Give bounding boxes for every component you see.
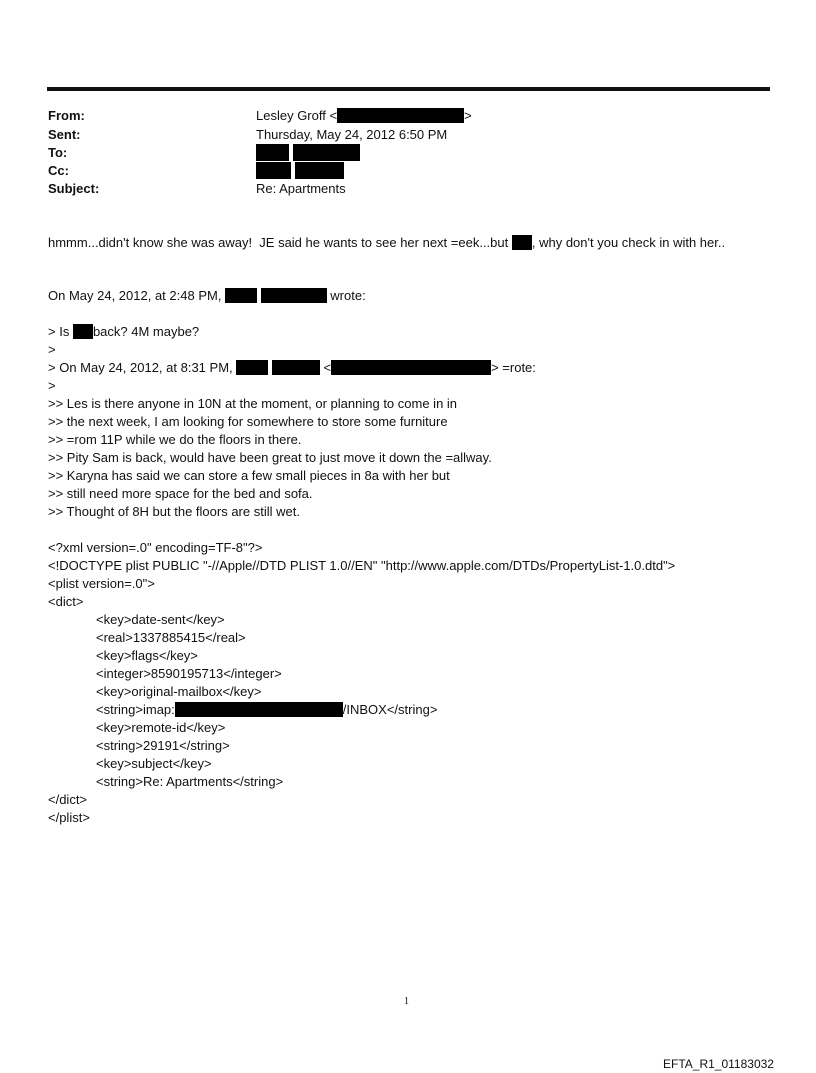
quote-line: >> =rom 11P while we do the floors in there. [48,432,302,447]
plist-line: <integer>8590195713</integer> [96,666,282,681]
redaction [295,162,344,179]
subject-label: Subject: [48,181,100,196]
plist-line: <key>remote-id</key> [96,720,226,735]
from-value [256,108,472,123]
redaction [261,288,327,303]
sent-label: Sent: [48,127,81,142]
cc-label: Cc: [48,163,69,178]
redaction [337,108,464,123]
quote-line: >> still need more space for the bed and sofa. [48,486,313,501]
plist-line: <key>flags</key> [96,648,198,663]
quote-line: > [48,342,56,357]
plist-line: <!DOCTYPE plist PUBLIC "-//Apple//DTD PLIST 1.0//EN" "http://www.apple.com/DTDs/PropertyList-1.0.dtd"> [48,558,676,573]
plist-line: <string>Re: Apartments</string> [96,774,284,789]
wrote-line [48,288,366,303]
bates-number: EFTA_R1_01183032 [663,1057,774,1071]
plist-line: <key>original-mailbox</key> [96,684,262,699]
plist-line: <dict> [48,594,84,609]
plist-line: </plist> [48,810,90,825]
sender-name: Lesley Groff < [256,108,338,123]
plist-text: <string>imap: [96,702,175,717]
sent-value: Thursday, May 24, 2012 6:50 PM [256,127,448,142]
quote-line: >> the next week, I am looking for somewhere to store some furniture [48,414,448,429]
redaction [293,144,360,161]
redaction [256,162,291,179]
message-text: > On May 24, 2012, at 8:31 PM, [48,360,237,375]
message-text: hmmm...didn't know she was away! JE said he wants to see her next =eek...but [48,235,512,250]
page-number: 1 [404,996,409,1007]
plist-line: <real>1337885415</real> [96,630,246,645]
quote-line: >> Pity Sam is back, would have been great to just move it down the =allway. [48,450,492,465]
plist-line: </dict> [48,792,88,807]
plist-line [96,702,437,717]
quote-line [48,324,199,339]
quote-line [48,360,536,375]
header-rule [47,87,770,91]
message-text: < [319,360,332,375]
redaction [236,360,268,375]
plist-line: <key>subject</key> [96,756,212,771]
redaction [175,702,343,717]
quote-line: > [48,378,56,393]
message-text: > =rote: [491,360,536,375]
message-line [48,235,725,250]
message-text: wrote: [326,288,366,303]
plist-text: /INBOX</string> [342,702,438,717]
plist-line: <string>29191</string> [96,738,230,753]
quote-line: >> Karyna has said we can store a few small pieces in 8a with her but [48,468,450,483]
sender-close: > [464,108,472,123]
plist-line: <key>date-sent</key> [96,612,225,627]
redaction [225,288,257,303]
subject-value: Re: Apartments [256,181,346,196]
redaction [512,235,532,250]
quote-line: >> Les is there anyone in 10N at the moment, or planning to come in in [48,396,458,411]
redaction [73,324,93,339]
plist-line: <?xml version=.0" encoding=TF-8"?> [48,540,263,555]
message-text: back? 4M maybe? [92,324,200,339]
redaction [272,360,320,375]
from-label: From: [48,108,85,123]
redaction [331,360,491,375]
redaction [256,144,289,161]
to-label: To: [48,145,68,160]
message-text: > Is [48,324,73,339]
plist-line: <plist version=.0"> [48,576,155,591]
message-text: , why don't you check in with her.. [531,235,726,250]
message-text: On May 24, 2012, at 2:48 PM, [48,288,226,303]
quote-line: >> Thought of 8H but the floors are still wet. [48,504,300,519]
